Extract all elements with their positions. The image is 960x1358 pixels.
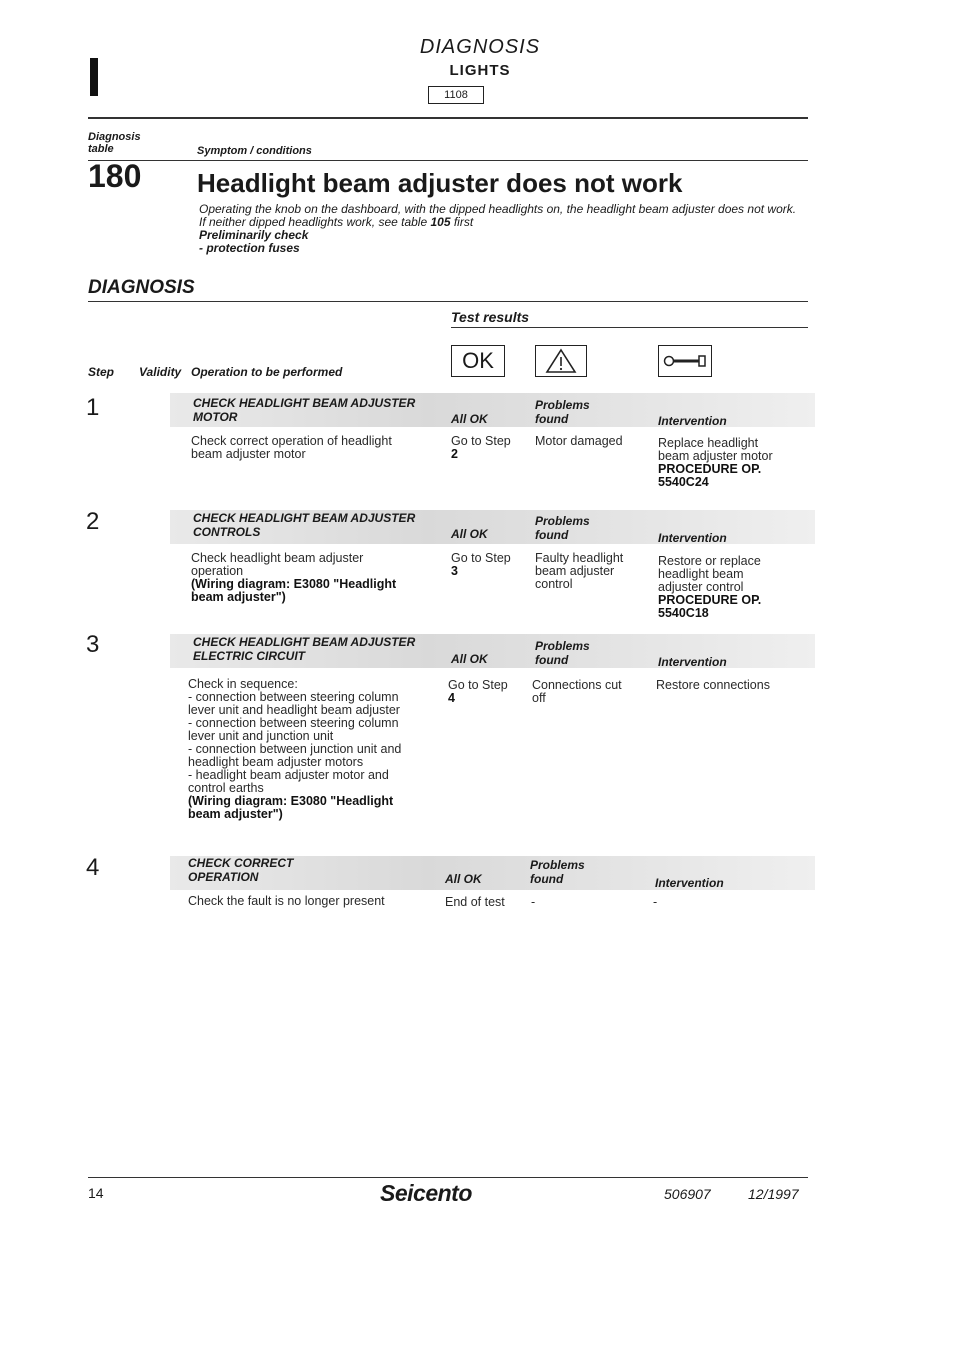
operation-header: Operation to be performed <box>191 365 343 379</box>
test-results-rule <box>451 327 808 328</box>
footer-rule <box>88 1177 808 1178</box>
intervention-text: Restore or replace headlight beam adjuster control PROCEDURE OP. 5540C18 <box>658 554 762 620</box>
problem-text: - <box>531 895 536 909</box>
all-ok-text: Go to Step 3 <box>451 551 511 578</box>
all-ok-text: Go to Step 2 <box>451 434 511 461</box>
warning-triangle-icon <box>536 346 586 376</box>
check-title: CHECK CORRECT OPERATION <box>188 856 294 884</box>
intervention-label: Intervention <box>658 414 727 428</box>
problems-found-label: Problems found <box>535 639 590 667</box>
operation-text: Check headlight beam adjuster operation (Wiring diagram: E3080 "Headlight beam adjuster") <box>191 551 397 604</box>
problem-text: Faulty headlight beam adjuster control <box>535 551 624 591</box>
symptom-label: Symptom / conditions <box>197 145 312 157</box>
intervention-label: Intervention <box>658 531 727 545</box>
check-title: CHECK HEADLIGHT BEAM ADJUSTER CONTROLS <box>193 511 416 539</box>
description-line: Operating the knob on the dashboard, with the dipped headlights on, the headlight beam adjuster does not work. <box>199 202 797 216</box>
intervention-label: Intervention <box>658 655 727 669</box>
operation-text: Check in sequence: - connection between steering column lever unit and headlight beam adjuster - connection between steering column lever unit and junction unit - connection between junction unit and headlight beam adjuster motors - headlight beam adjuster motor and control earths (Wiring diagram: E3080 "Headlight beam adjuster") <box>188 677 402 821</box>
all-ok-text: End of test <box>445 895 505 909</box>
diagnosis-table-label: Diagnosis table <box>88 131 141 155</box>
all-ok-label: All OK <box>445 872 482 886</box>
section-title: DIAGNOSIS <box>88 277 195 298</box>
problems-found-label: Problems found <box>530 858 585 886</box>
step-number: 2 <box>86 508 100 535</box>
brand-logo: Seicento <box>380 1180 472 1206</box>
problems-found-label: Problems found <box>535 398 590 426</box>
table-title: Headlight beam adjuster does not work <box>197 168 683 198</box>
test-results-label: Test results <box>451 309 530 325</box>
ok-icon: OK <box>451 345 505 377</box>
section-rule <box>88 301 808 302</box>
problem-text: Connections cut off <box>532 678 622 705</box>
intervention-text: Restore connections <box>656 678 770 692</box>
warning-icon <box>535 345 587 377</box>
description-line: If neither dipped headlights work, see table 105 first <box>199 215 474 229</box>
check-title: CHECK HEADLIGHT BEAM ADJUSTER MOTOR <box>193 396 416 424</box>
operation-text: Check the fault is no longer present <box>188 894 385 908</box>
group-code-box: 1108 <box>428 86 484 104</box>
problem-text: Motor damaged <box>535 434 623 448</box>
intervention-text: - <box>653 895 658 909</box>
page-subtitle: LIGHTS <box>449 62 511 79</box>
spanner-icon <box>659 346 711 376</box>
all-ok-text: Go to Step 4 <box>448 678 508 705</box>
preliminary-item: - protection fuses <box>199 241 300 255</box>
intervention-label: Intervention <box>655 876 724 890</box>
symptom-description <box>199 203 819 255</box>
document-date: 12/1997 <box>748 1186 799 1202</box>
preliminary-check: Preliminarily check <box>199 228 309 242</box>
tool-icon <box>658 345 712 377</box>
page-title: DIAGNOSIS <box>419 36 541 58</box>
all-ok-label: All OK <box>451 652 488 666</box>
operation-text: Check correct operation of headlight beam adjuster motor <box>191 434 392 461</box>
check-title: CHECK HEADLIGHT BEAM ADJUSTER ELECTRIC CIRCUIT <box>193 635 416 663</box>
all-ok-label: All OK <box>451 412 488 426</box>
document-reference: 506907 <box>664 1186 711 1202</box>
page-number: 14 <box>88 1185 104 1201</box>
table-number: 180 <box>88 158 142 194</box>
column-rule <box>88 160 808 161</box>
intervention-text: Replace headlight beam adjuster motor PROCEDURE OP. 5540C24 <box>658 436 773 489</box>
step-number: 4 <box>86 854 100 881</box>
all-ok-label: All OK <box>451 527 488 541</box>
header-rule <box>88 117 808 119</box>
validity-header: Validity <box>139 365 182 379</box>
step-number: 3 <box>86 631 100 658</box>
problems-found-label: Problems found <box>535 514 590 542</box>
step-number: 1 <box>86 394 100 421</box>
step-header: Step <box>88 365 115 379</box>
